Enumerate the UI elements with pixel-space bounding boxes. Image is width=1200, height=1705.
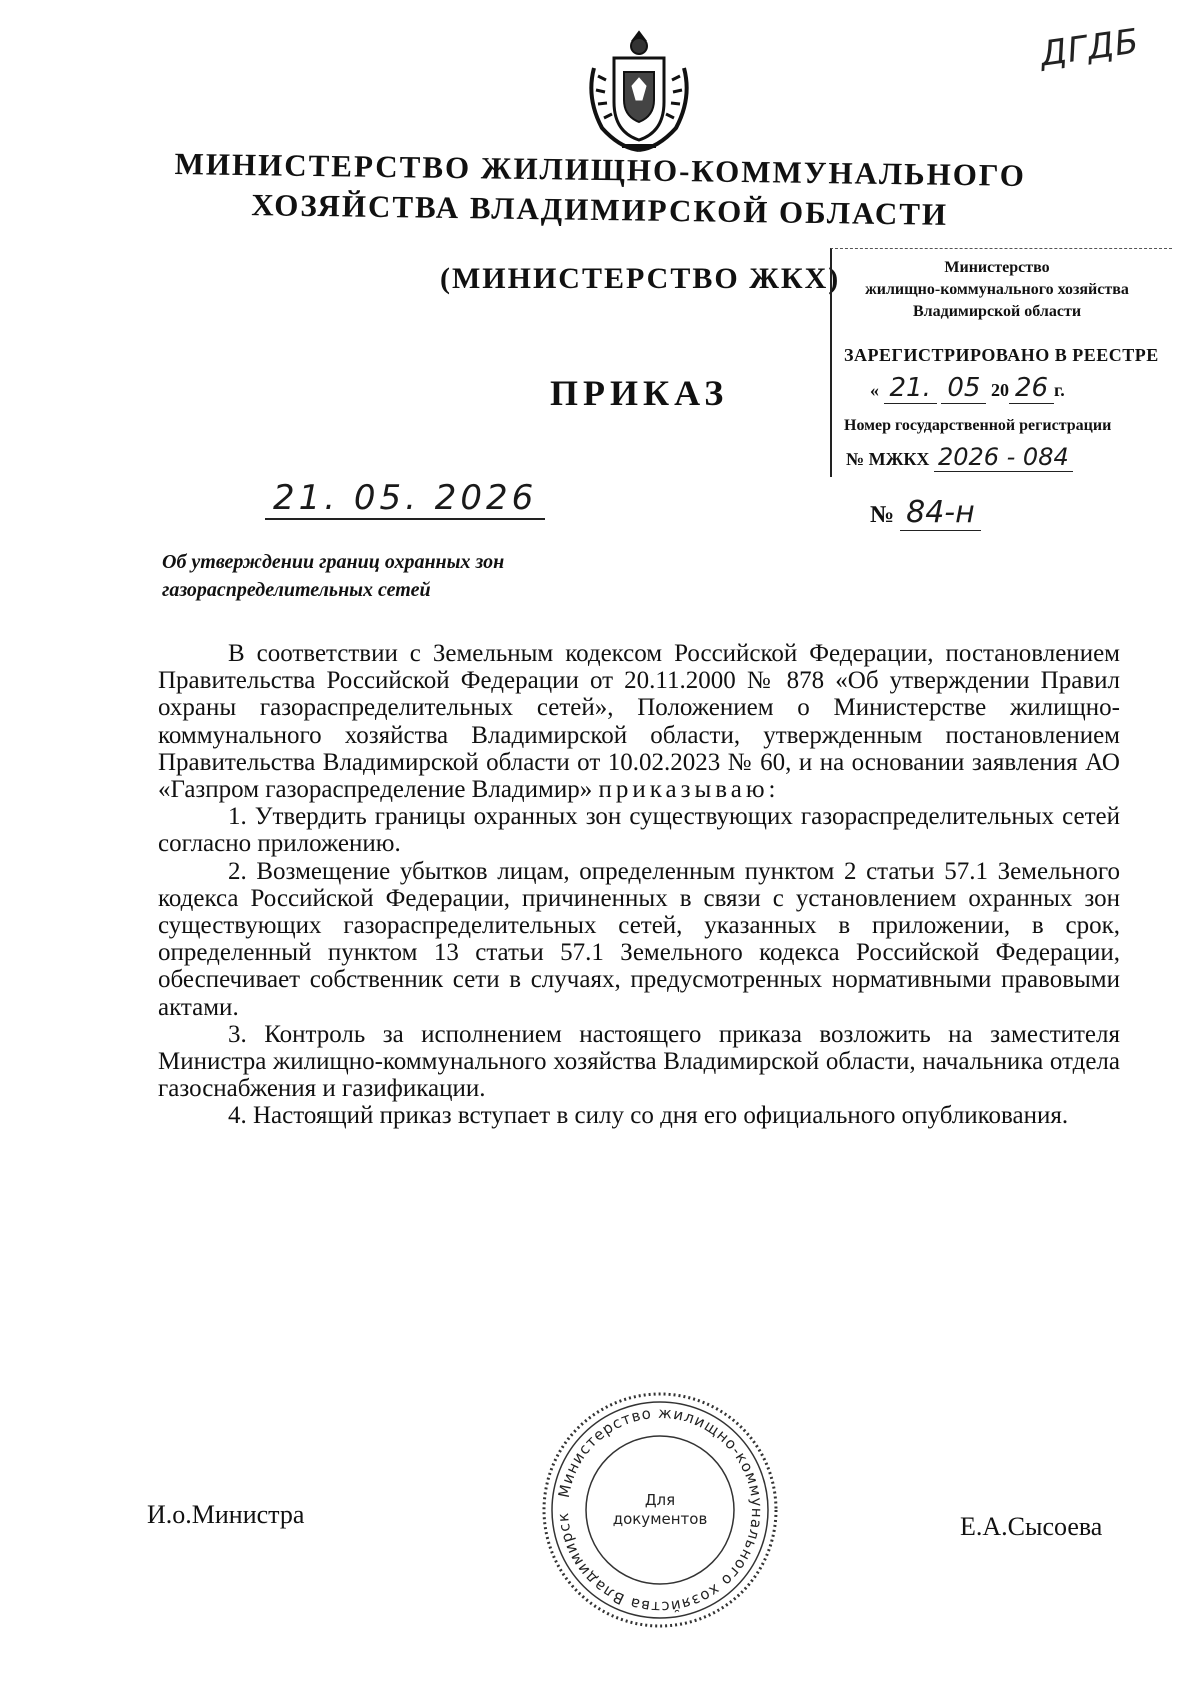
registration-ministry-line-1: Министерство [944, 259, 1050, 276]
order-item-1: 1. Утвердить границы охранных зон существующих газораспределительных сетей согласно приложению. [158, 803, 1120, 858]
registration-number-label: Номер государственной регистрации [844, 417, 1112, 434]
registration-number [846, 443, 1073, 471]
organization-short-name: (МИНИСТЕРСТВО ЖКХ) [440, 262, 841, 295]
organization-title [139, 144, 1060, 237]
seal-center-line-1: Для [644, 1491, 676, 1509]
order-subject [162, 548, 622, 604]
order-word: приказываю: [598, 776, 780, 804]
organization-title-line-1: МИНИСТЕРСТВО ЖИЛИЩНО-КОММУНАЛЬНОГО [174, 146, 1027, 193]
order-preamble [158, 640, 1120, 803]
registration-date-open-quote: « [870, 380, 879, 400]
signer-title: И.о.Министра [147, 1500, 305, 1529]
order-number [870, 495, 981, 530]
registered-label: ЗАРЕГИСТРИРОВАНО В РЕЕСТРЕ [844, 345, 1159, 365]
coat-of-arms-icon [584, 28, 694, 152]
order-subject-line-1: Об утверждении границ охранных зон [162, 551, 505, 573]
seal-ring-text: Министерство жилищно-коммунального хозяйства Владимирск [553, 1403, 767, 1617]
official-seal [540, 1390, 780, 1630]
registration-ministry-name [832, 257, 1162, 323]
corner-handwritten-mark: ДГДБ [1037, 21, 1142, 75]
order-item-4: 4. Настоящий приказ вступает в силу со дня его официального опубликования. [228, 1102, 1069, 1130]
order-item-2: 2. Возмещение убытков лицам, определенным пунктом 2 статьи 57.1 Земельного кодекса Российской Федерации, причиненных в связи с установлением охранных зон существующих газораспределительных сетей, указанных в приложении, в срок, определенный пунктом 13 статьи 57.1 Земельного кодекса Российской Федерации, обеспечивает собственник сети в случаях, предусмотренных нормативными правовыми актами. [158, 857, 1120, 1021]
order-date: 21. 05. 2026 [265, 478, 545, 520]
registration-date-year-suffix: 26 [1009, 373, 1054, 404]
order-preamble-text: В соответствии с Земельным кодексом Российской Федерации, постановлением Правительства Российской Федерации от 20.11.2000 № 878 «Об утверждении Правил охраны газораспределительных сетей», Положением о Министерстве жилищно-коммунального хозяйства Владимирской области, утвержденным постановлением Правительства Владимирской области от 10.02.2023 № 60, и на основании заявления АО «Газпром газораспределение Владимир» [158, 640, 1120, 804]
order-subject-line-2: газораспределительных сетей [162, 579, 431, 601]
seal-center [540, 1390, 780, 1630]
registration-date-year-prefix: 20 [990, 380, 1009, 400]
seal-center-line-2: документов [612, 1510, 708, 1528]
order-number-value: 84-н [900, 495, 981, 531]
registration-number-prefix: № МЖКХ [846, 449, 930, 469]
registration-ministry-line-2: жилищно-коммунального хозяйства [865, 281, 1129, 298]
registration-stamp-box [830, 248, 1172, 477]
registration-ministry-line-3: Владимирской области [912, 303, 1082, 320]
order-number-label: № [870, 502, 895, 528]
registration-date-month: 05 [941, 373, 986, 404]
document-type-title: ПРИКАЗ [550, 373, 729, 413]
registration-date-day: 21. [884, 373, 937, 404]
registration-date-year-unit: г. [1054, 380, 1065, 400]
registration-date [870, 373, 1065, 403]
order-body [158, 640, 1120, 1130]
order-item-3: 3. Контроль за исполнением настоящего приказа возложить на заместителя Министра жилищно-коммунального хозяйства Владимирской области, начальника отдела газоснабжения и газификации. [158, 1020, 1120, 1103]
signer-name: Е.А.Сысоева [960, 1512, 1103, 1541]
registration-number-value: 2026 - 084 [934, 443, 1073, 472]
organization-title-line-2: ХОЗЯЙСТВА ВЛАДИМИРСКОЙ ОБЛАСТИ [251, 187, 949, 232]
